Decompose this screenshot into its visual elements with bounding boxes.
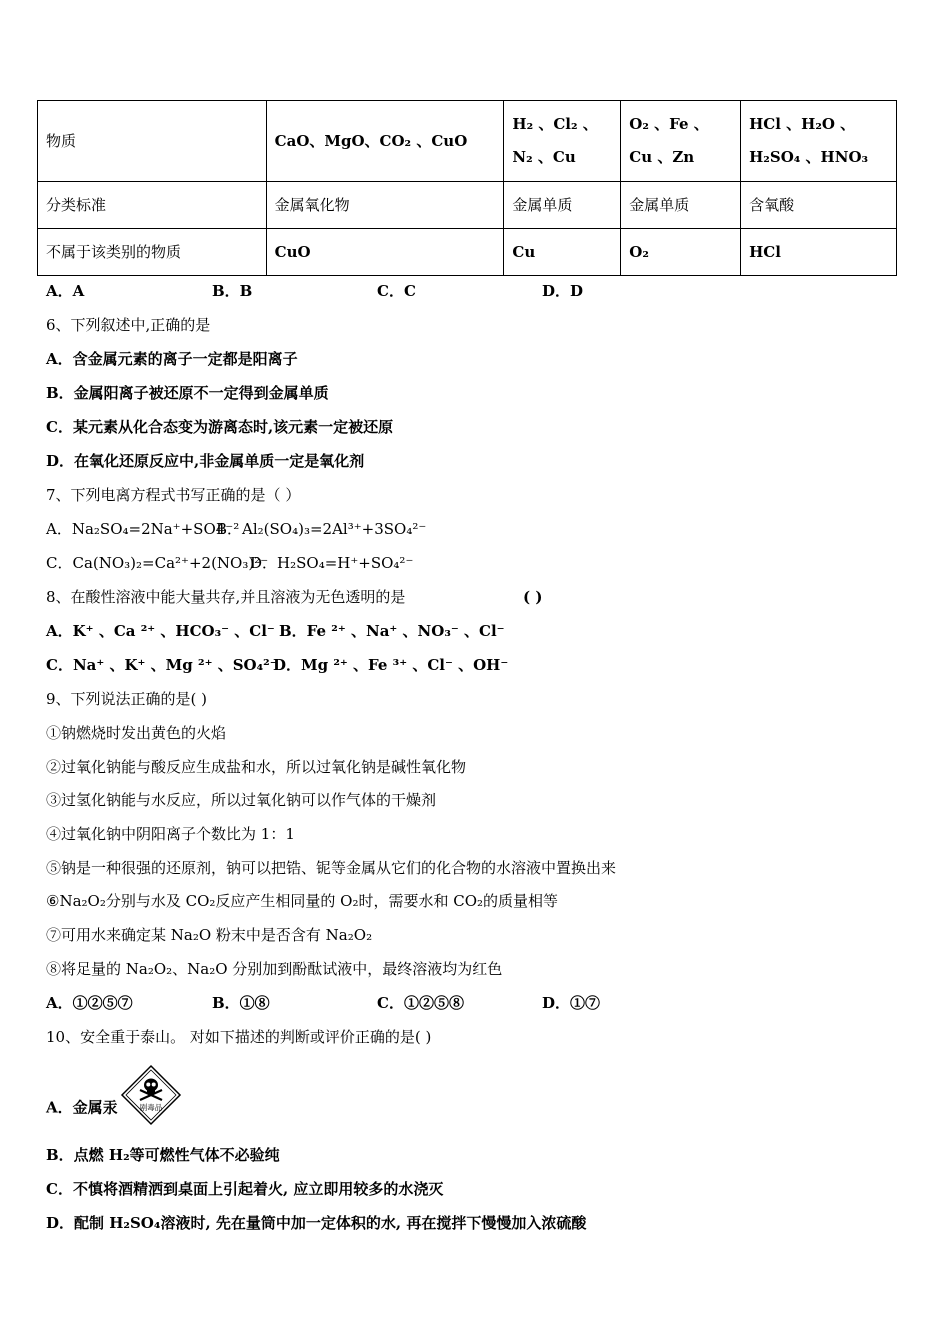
q10-option-a xyxy=(46,1064,182,1153)
q9-item: ⑥Na₂O₂分别与水及 CO₂反应产生相同量的 O₂时，需要水和 CO₂的质量相等 xyxy=(46,892,559,910)
q8-answer-paren: ( ) xyxy=(523,588,543,606)
table-cell xyxy=(741,101,897,182)
q10-option-c: C．不慎将酒精洒到桌面上引起着火, 应立即用较多的水浇灭 xyxy=(46,1180,444,1198)
q6-option-d: D．在氧化还原反应中,非金属单质一定是氧化剂 xyxy=(46,452,365,470)
cell-line: H₂ 、Cl₂ 、 xyxy=(512,115,598,133)
q9-item: ⑦可用水来确定某 Na₂O 粉末中是否含有 Na₂O₂ xyxy=(46,926,373,944)
q5-option-c: C．C xyxy=(377,282,416,300)
q10-option-b: B．点燃 H₂等可燃性气体不必验纯 xyxy=(46,1146,280,1164)
q9-option-b: B．①⑧ xyxy=(212,994,270,1012)
q6-option-c: C．某元素从化合态变为游离态时,该元素一定被还原 xyxy=(46,418,394,436)
q8-option-d: D．Mg ²⁺ 、Fe ³⁺ 、Cl⁻ 、OH⁻ xyxy=(273,656,509,674)
q7-option-c: C．Ca(NO₃)₂=Ca²⁺+2(NO₃)²⁻ xyxy=(46,554,269,572)
q7-option-a: A．Na₂SO₄=2Na⁺+SO4⁻² xyxy=(46,520,240,538)
q9-item: ③过氢化钠能与水反应，所以过氧化钠可以作气体的干燥剂 xyxy=(46,791,437,809)
table-cell: CaO、MgO、CO₂ 、CuO xyxy=(266,101,504,182)
table-cell: O₂ xyxy=(621,229,741,276)
cell-line: HCl 、H₂O 、 xyxy=(749,115,856,133)
q5-option-b: B．B xyxy=(212,282,253,300)
table-cell: 金属单质 xyxy=(504,182,621,229)
table-cell xyxy=(504,101,621,182)
table-cell: 不属于该类别的物质 xyxy=(38,229,267,276)
toxic-hazard-icon xyxy=(120,1064,182,1153)
cell-line: O₂ 、Fe 、 xyxy=(629,115,709,133)
q7-option-d: D．H₂SO₄=H⁺+SO₄²⁻ xyxy=(250,554,414,572)
q10-stem: 10、安全重于泰山。 对如下描述的判断或评价正确的是( ) xyxy=(46,1028,432,1046)
q5-option-d: D．D xyxy=(542,282,584,300)
table-cell: HCl xyxy=(741,229,897,276)
table-row xyxy=(38,229,897,276)
q9-item: ①钠燃烧时发出黄色的火焰 xyxy=(46,724,227,742)
classification-table xyxy=(37,100,897,276)
table-cell: 含氧酸 xyxy=(741,182,897,229)
q9-option-c: C．①②⑤⑧ xyxy=(377,994,464,1012)
q5-option-a: A．A xyxy=(46,282,85,300)
q9-item: ④过氧化钠中阴阳离子个数比为 1：1 xyxy=(46,825,295,843)
table-cell: 金属氧化物 xyxy=(266,182,504,229)
q8-stem: 8、在酸性溶液中能大量共存,并且溶液为无色透明的是 xyxy=(46,588,406,606)
q6-option-b: B．金属阳离子被还原不一定得到金属单质 xyxy=(46,384,329,402)
table-row xyxy=(38,101,897,182)
q9-item: ⑧将足量的 Na₂O₂、Na₂O 分别加到酚酞试液中，最终溶液均为红色 xyxy=(46,960,503,978)
q10-option-d: D．配制 H₂SO₄溶液时, 先在量筒中加一定体积的水, 再在搅拌下慢慢加入浓硫酸 xyxy=(46,1214,587,1232)
q9-item: ②过氧化钠能与酸反应生成盐和水，所以过氧化钠是碱性氧化物 xyxy=(46,758,467,776)
q9-stem: 9、下列说法正确的是( ) xyxy=(46,690,208,708)
q8-option-c: C．Na⁺ 、K⁺ 、Mg ²⁺ 、SO₄²⁻ xyxy=(46,656,278,674)
table-row xyxy=(38,182,897,229)
q9-option-a: A．①②⑤⑦ xyxy=(46,994,133,1012)
q8-option-b: B．Fe ²⁺ 、Na⁺ 、NO₃⁻ 、Cl⁻ xyxy=(279,622,505,640)
q7-option-b: B．Al₂(SO₄)₃=2Al³⁺+3SO₄²⁻ xyxy=(216,520,427,538)
table-cell: CuO xyxy=(266,229,504,276)
q7-stem: 7、下列电离方程式书写正确的是（ ） xyxy=(46,486,301,504)
q6-option-a: A．含金属元素的离子一定都是阳离子 xyxy=(46,350,298,368)
q9-item: ⑤钠是一种很强的还原剂，钠可以把锆、铌等金属从它们的化合物的水溶液中置换出来 xyxy=(46,859,617,877)
q8-option-a: A．K⁺ 、Ca ²⁺ 、HCO₃⁻ 、Cl⁻ xyxy=(46,622,275,640)
cell-line: H₂SO₄ 、HNO₃ xyxy=(749,148,869,166)
q9-option-d: D．①⑦ xyxy=(542,994,601,1012)
hazard-label: 剧毒品 xyxy=(139,1103,162,1112)
q10-option-a-label: A．金属汞 xyxy=(46,1098,118,1117)
cell-line: Cu 、Zn xyxy=(629,148,695,166)
table-cell: 分类标准 xyxy=(38,182,267,229)
table-cell: 物质 xyxy=(38,101,267,182)
table-cell: 金属单质 xyxy=(621,182,741,229)
q6-stem: 6、下列叙述中,正确的是 xyxy=(46,316,211,334)
cell-line: N₂ 、Cu xyxy=(512,148,576,166)
table-cell xyxy=(621,101,741,182)
table-cell: Cu xyxy=(504,229,621,276)
